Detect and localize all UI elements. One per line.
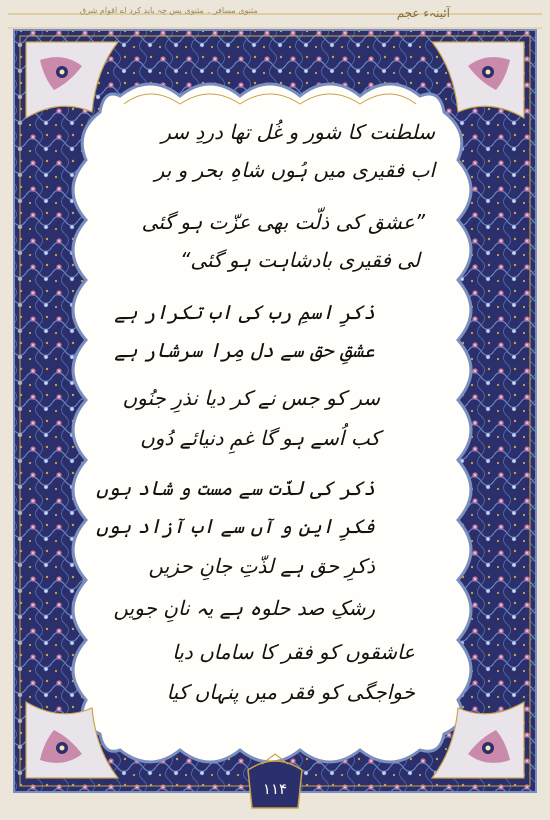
verse-line: ذکرِ حق ہے لذّتِ جانِ حزیں bbox=[148, 554, 375, 578]
verse-line: ذکرِ اسمِ رب کی اب تکرار ہے bbox=[114, 300, 375, 324]
header-subtitle: مثنوی مسافر ۔ مثنوی پس چہ باید کرد اے اقوام شرق bbox=[80, 6, 258, 15]
verse-line: خواجگی کو فقر میں پنہاں کیا bbox=[166, 680, 415, 704]
verse-line: فکرِ این و آں سے اب آزاد ہوں bbox=[96, 514, 375, 538]
verse-line: لی فقیری بادشاہت ہو گئی“ bbox=[179, 248, 420, 272]
book-title: آئینہء عجم bbox=[396, 6, 450, 20]
page-number: ۱۱۴ bbox=[262, 780, 288, 798]
verse-line: عشقِ حق سے دل مِرا سرشار ہے bbox=[114, 338, 375, 362]
verse-line: عاشقوں کو فقر کا ساماں دیا bbox=[172, 640, 415, 664]
poem bbox=[96, 120, 455, 720]
verse-line: ”عشق کی ذلّت بھی عزّت ہو گئی bbox=[141, 210, 425, 234]
verse-line: سر کو جس نے کر دیا نذرِ جنُوں bbox=[122, 386, 380, 410]
verse-line: اب فقیری میں ہُوں شاہِ بحر و بر bbox=[154, 158, 435, 182]
verse-line: کب اُسے ہو گا غمِ دنیائے دُوں bbox=[140, 426, 380, 450]
verse-line: ذکر کی لذّت سے مست و شاد ہوں bbox=[96, 476, 375, 500]
verse-line: سلطنت کا شور و غُل تھا دردِ سر bbox=[161, 120, 435, 144]
verse-line: رشکِ صد حلوہ ہے یہ نانِ جویں bbox=[113, 596, 375, 620]
